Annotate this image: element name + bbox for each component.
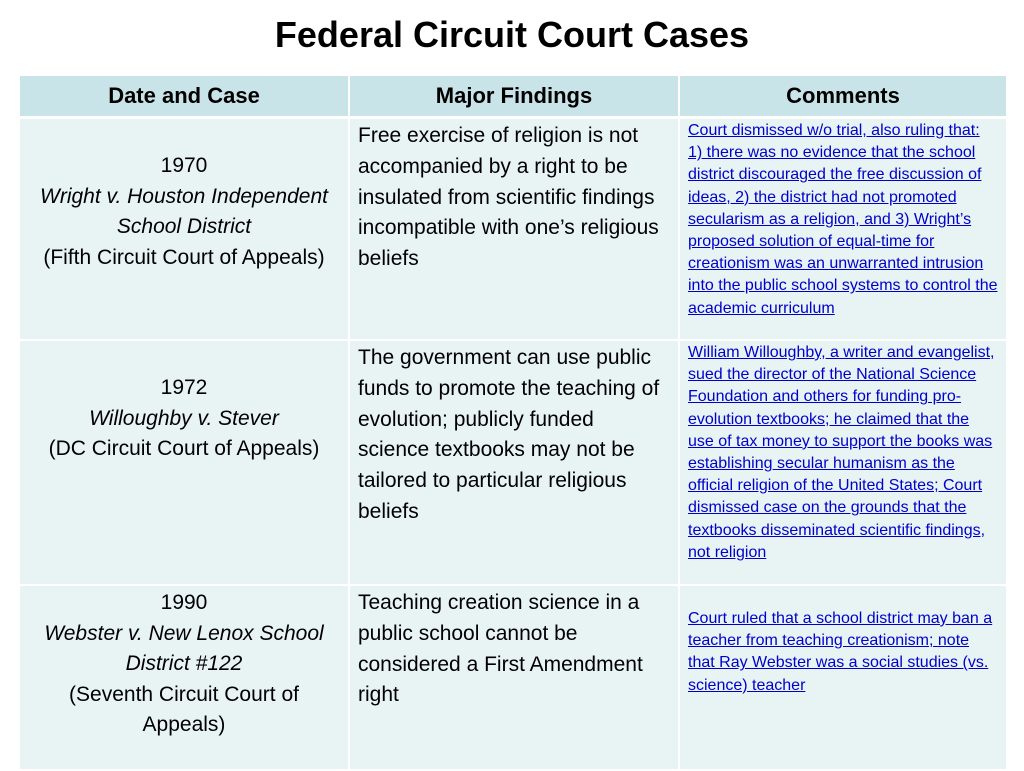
comment-link[interactable]: William Willoughby, a writer and evangelist, sued the director of the National Science Foundation and others for funding pro-evolution textbooks; he claimed that the use of tax money to support the books was establishing secular humanism as the official religion of the United States; Court dismissed case on the grounds that the textbooks disseminated scientific findings, not religion <box>688 344 995 561</box>
table-header-row <box>19 76 1007 118</box>
case-name: Webster v. New Lenox School District #122 <box>44 621 324 675</box>
case-year: 1972 <box>160 376 208 399</box>
column-header-date-and-case: Date and Case <box>19 76 349 118</box>
comment-link[interactable]: Court ruled that a school district may ban a teacher from teaching creationism; note that Ray Webster was a social studies (vs. science) teacher <box>688 610 993 694</box>
date-and-case-cell <box>19 340 349 585</box>
finding-text: Teaching creation science in a public school cannot be considered a First Amendment right <box>358 591 643 707</box>
table-row <box>19 118 1007 341</box>
court-cases-table <box>18 76 1008 771</box>
finding-text: Free exercise of religion is not accompanied by a right to be insulated from scientific findings incompatible with one’s religious beliefs <box>358 124 659 271</box>
case-court: (Fifth Circuit Court of Appeals) <box>43 245 325 269</box>
page-title: Federal Circuit Court Cases <box>274 14 750 55</box>
comments-cell <box>679 118 1007 341</box>
major-findings-cell <box>349 118 679 341</box>
case-name: Wright v. Houston Independent School District <box>40 184 328 238</box>
finding-text: The government can use public funds to promote the teaching of evolution; publicly funded science textbooks may not be tailored to particular religious beliefs <box>358 346 660 523</box>
table-row <box>19 340 1007 585</box>
case-court: (DC Circuit Court of Appeals) <box>48 437 320 460</box>
comments-cell <box>679 340 1007 585</box>
date-and-case-cell <box>19 118 349 341</box>
comments-cell <box>679 585 1007 770</box>
column-header-comments: Comments <box>679 76 1007 118</box>
case-name: Willoughby v. Stever <box>89 406 279 430</box>
comment-link[interactable]: Court dismissed w/o trial, also ruling that: 1) there was no evidence that the school district discouraged the free discussion of ideas, 2) the district had not promoted secularism as a religion, and 3) Wright’s proposed solution of equal-time for creationism was an unwarranted intrusion into the public school systems to control the academic curriculum <box>688 122 998 317</box>
case-court: (Seventh Circuit Court of Appeals) <box>69 682 299 736</box>
case-year: 1970 <box>160 154 208 177</box>
column-header-major-findings: Major Findings <box>349 76 679 118</box>
date-and-case-cell <box>19 585 349 770</box>
major-findings-cell <box>349 340 679 585</box>
table-row <box>19 585 1007 770</box>
case-year: 1990 <box>160 591 208 614</box>
major-findings-cell <box>349 585 679 770</box>
